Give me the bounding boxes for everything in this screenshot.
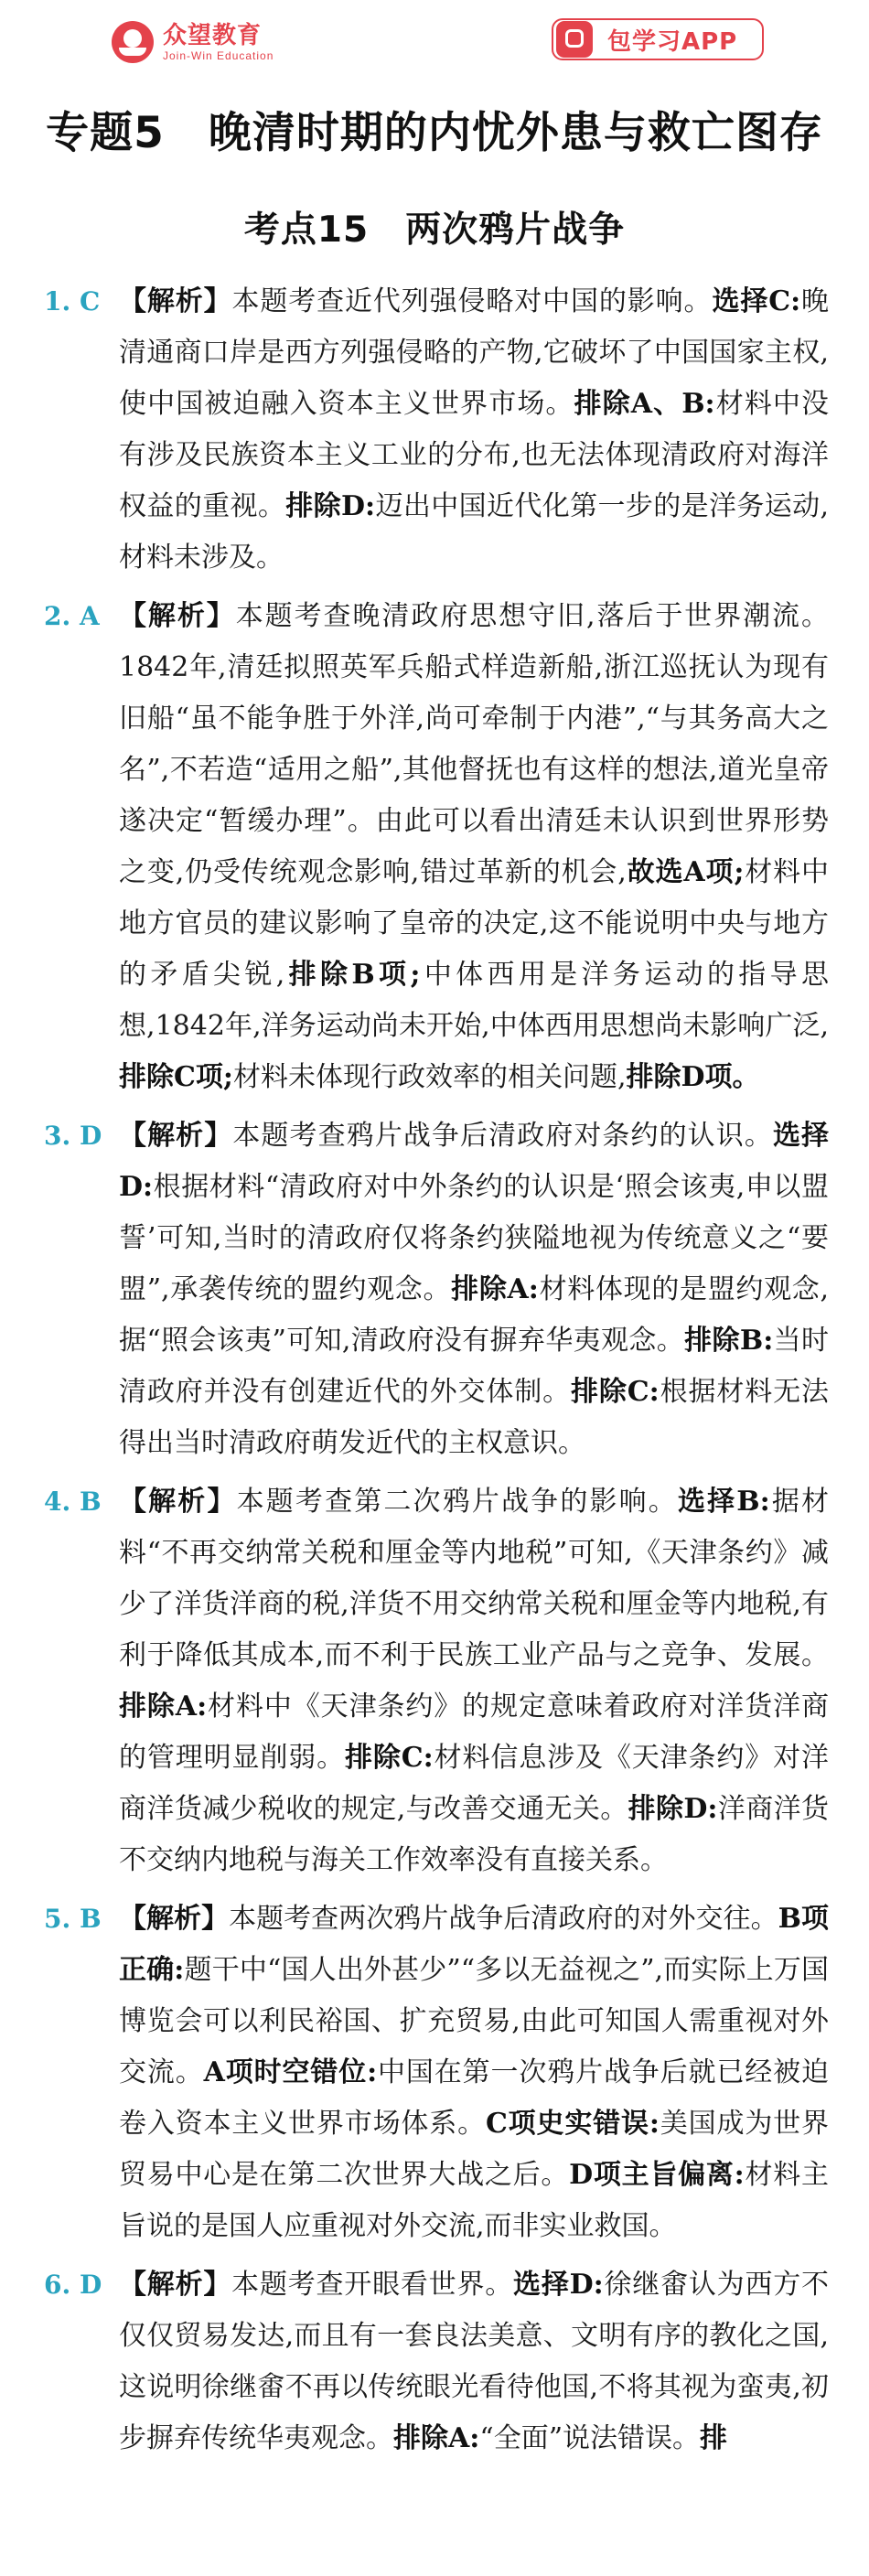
answer-key: 6. D — [44, 2270, 102, 2300]
answer-text: 材料信息涉及《天津条约》对洋商洋货减少税收的规定,与改善交通无关。 — [119, 1742, 830, 1825]
answer-keyword: A项时空错位: — [203, 2056, 378, 2088]
answer-item — [44, 1476, 829, 1886]
answer-explanation — [119, 1894, 829, 2252]
answer-item — [44, 591, 829, 1103]
app-icon — [556, 21, 593, 58]
answer-item — [44, 2259, 829, 2464]
page-header — [0, 0, 869, 82]
answer-text: 材料中《天津条约》的规定意味着政府对洋货洋商的管理明显削弱。 — [119, 1690, 829, 1774]
answer-keyword: C项史实错误: — [485, 2108, 660, 2140]
brand-logo — [112, 13, 274, 71]
answer-keyword: 排除D: — [285, 490, 376, 522]
answer-keyword: 选择C: — [712, 285, 801, 317]
answer-keyword: 排除A: — [451, 1273, 539, 1305]
app-badge — [552, 18, 764, 60]
answer-text: “全面”说法错误。 — [479, 2422, 701, 2454]
brand-name-en: Join-Win Education — [163, 49, 274, 62]
analysis-tag: 【解析】 — [119, 1120, 233, 1152]
answer-text: 美国成为世界贸易中心是在第二次世界大战之后。 — [119, 2108, 830, 2191]
answer-keyword: 排除A、B: — [574, 388, 715, 420]
answer-item — [44, 1111, 829, 1469]
answer-keyword: 选择B: — [677, 1486, 770, 1518]
answer-text: 本题考查晚清政府思想守旧,落后于世界潮流。1842年,清廷拟照英军兵船式样造新船,浙江巡抚认为现有旧船“虽不能争胜于外洋,尚可牵制于内港”,“与其务高大之名”,不若造“适用之船”,其他督抚也有这样的想法,道光皇帝遂决定“暂缓办理”。由此可以看出清廷未认识到世界形势之变,仍受传统观念影响,错过革新的机会, — [119, 600, 829, 888]
answer-item — [44, 276, 829, 584]
section-title: 考点15 两次鸦片战争 — [243, 209, 626, 251]
answer-key: 3. D — [44, 1121, 102, 1151]
answer-explanation — [119, 2259, 829, 2464]
chapter-title: 专题5 晚清时期的内忧外患与救亡图存 — [46, 108, 823, 158]
answer-text: 本题考查鸦片战争后清政府对条约的认识。 — [232, 1120, 773, 1152]
answer-key: 1. C — [44, 286, 101, 317]
answer-key: 5. B — [44, 1904, 102, 1934]
answer-explanation — [119, 276, 829, 584]
answer-text: 晚清通商口岸是西方列强侵略的产物,它破坏了中国国家主权,使中国被迫融入资本主义世界市场。 — [119, 285, 830, 420]
analysis-tag: 【解析】 — [119, 600, 236, 632]
answer-keyword: 排除A: — [119, 1690, 208, 1723]
answer-text: 材料主旨说的是国人应重视对外交流,而非实业救国。 — [119, 2159, 830, 2242]
answer-text: 本题考查第二次鸦片战争的影响。 — [236, 1486, 678, 1518]
answer-text: 洋商洋货不交纳内地税与海关工作效率没有直接关系。 — [119, 1793, 829, 1876]
brand-logo-icon — [112, 21, 154, 63]
answer-keyword: 故选A项; — [626, 856, 745, 888]
answer-text: 根据材料无法得出当时清政府萌发近代的主权意识。 — [119, 1376, 830, 1459]
answer-text: 材料中没有涉及民族资本主义工业的分布,也无法体现清政府对海洋权益的重视。 — [119, 388, 830, 522]
answer-keyword: B项正确: — [119, 1903, 830, 1986]
analysis-tag: 【解析】 — [119, 1903, 230, 1935]
answer-text: 本题考查开眼看世界。 — [231, 2269, 514, 2301]
answer-keyword: 排除B: — [684, 1325, 774, 1357]
answer-keyword: 排除D项。 — [626, 1061, 760, 1093]
answer-keyword: 排除C: — [571, 1376, 660, 1408]
answer-keyword: D项主旨偏离: — [569, 2159, 745, 2191]
answer-text: 根据材料“清政府对中外条约的认识是‘照会该夷,申以盟誓’可知,当时的清政府仅将条约狭隘地视为传统意义之“要盟”,承袭传统的盟约观念。 — [119, 1171, 829, 1305]
answer-keyword: 排除C项; — [119, 1061, 233, 1093]
answer-text: 中体西用是洋务运动的指导思想,1842年,洋务运动尚未开始,中体西用思想尚未影响广泛, — [119, 959, 829, 1042]
answer-item — [44, 1894, 829, 2252]
answer-text: 材料中地方官员的建议影响了皇帝的决定,这不能说明中央与地方的矛盾尖锐, — [119, 856, 830, 991]
answer-key: 2. A — [44, 601, 100, 631]
answer-text: 材料未体现行政效率的相关问题, — [232, 1061, 627, 1093]
answer-text: 据材料“不再交纳常关税和厘金等内地税”可知,《天津条约》减少了洋货洋商的税,洋货不用交纳常关税和厘金等内地税,有利于降低其成本,而不利于民族工业产品与之竞争、发展。 — [119, 1486, 830, 1671]
answer-keyword: 排除B项; — [284, 959, 421, 991]
analysis-tag: 【解析】 — [119, 2269, 232, 2301]
answer-explanation — [119, 1111, 829, 1469]
brand-name-cn: 众望教育 — [163, 22, 263, 49]
analysis-tag: 【解析】 — [119, 285, 232, 317]
answer-text: 本题考查近代列强侵略对中国的影响。 — [231, 285, 713, 317]
answer-text: 题干中“国人出外甚少”“多以无益视之”,而实际上万国博览会可以利民裕国、扩充贸易,由此可知国人需重视对外交流。 — [119, 1954, 829, 2088]
answer-keyword: 排除C: — [345, 1742, 434, 1774]
answer-keyword: 排除A: — [393, 2422, 480, 2454]
answer-list — [44, 276, 829, 2472]
answer-text: 中国在第一次鸦片战争后就已经被迫卷入资本主义世界市场体系。 — [119, 2056, 830, 2140]
answer-text: 迈出中国近代化第一步的是洋务运动,材料未涉及。 — [119, 490, 829, 574]
answer-keyword: 选择D: — [513, 2269, 604, 2301]
answer-key: 4. B — [44, 1487, 102, 1517]
answer-text: 徐继畬认为西方不仅仅贸易发达,而且有一套良法美意、文明有序的教化之国,这说明徐继畬不再以传统眼光看待他国,不将其视为蛮夷,初步摒弃传统华夷观念。 — [119, 2269, 830, 2454]
answer-explanation — [119, 591, 829, 1103]
analysis-tag: 【解析】 — [119, 1486, 237, 1518]
app-badge-label: 包学习APP — [607, 27, 738, 56]
answer-text: 材料体现的是盟约观念,据“照会该夷”可知,清政府没有摒弃华夷观念。 — [119, 1273, 829, 1357]
answer-keyword: 选择D: — [119, 1120, 830, 1203]
answer-text: 当时清政府并没有创建近代的外交体制。 — [119, 1325, 829, 1408]
answer-keyword: 排 — [700, 2422, 728, 2454]
answer-keyword: 排除D: — [628, 1793, 718, 1825]
answer-explanation — [119, 1476, 829, 1886]
answer-text: 本题考查两次鸦片战争后清政府的对外交往。 — [229, 1903, 778, 1935]
